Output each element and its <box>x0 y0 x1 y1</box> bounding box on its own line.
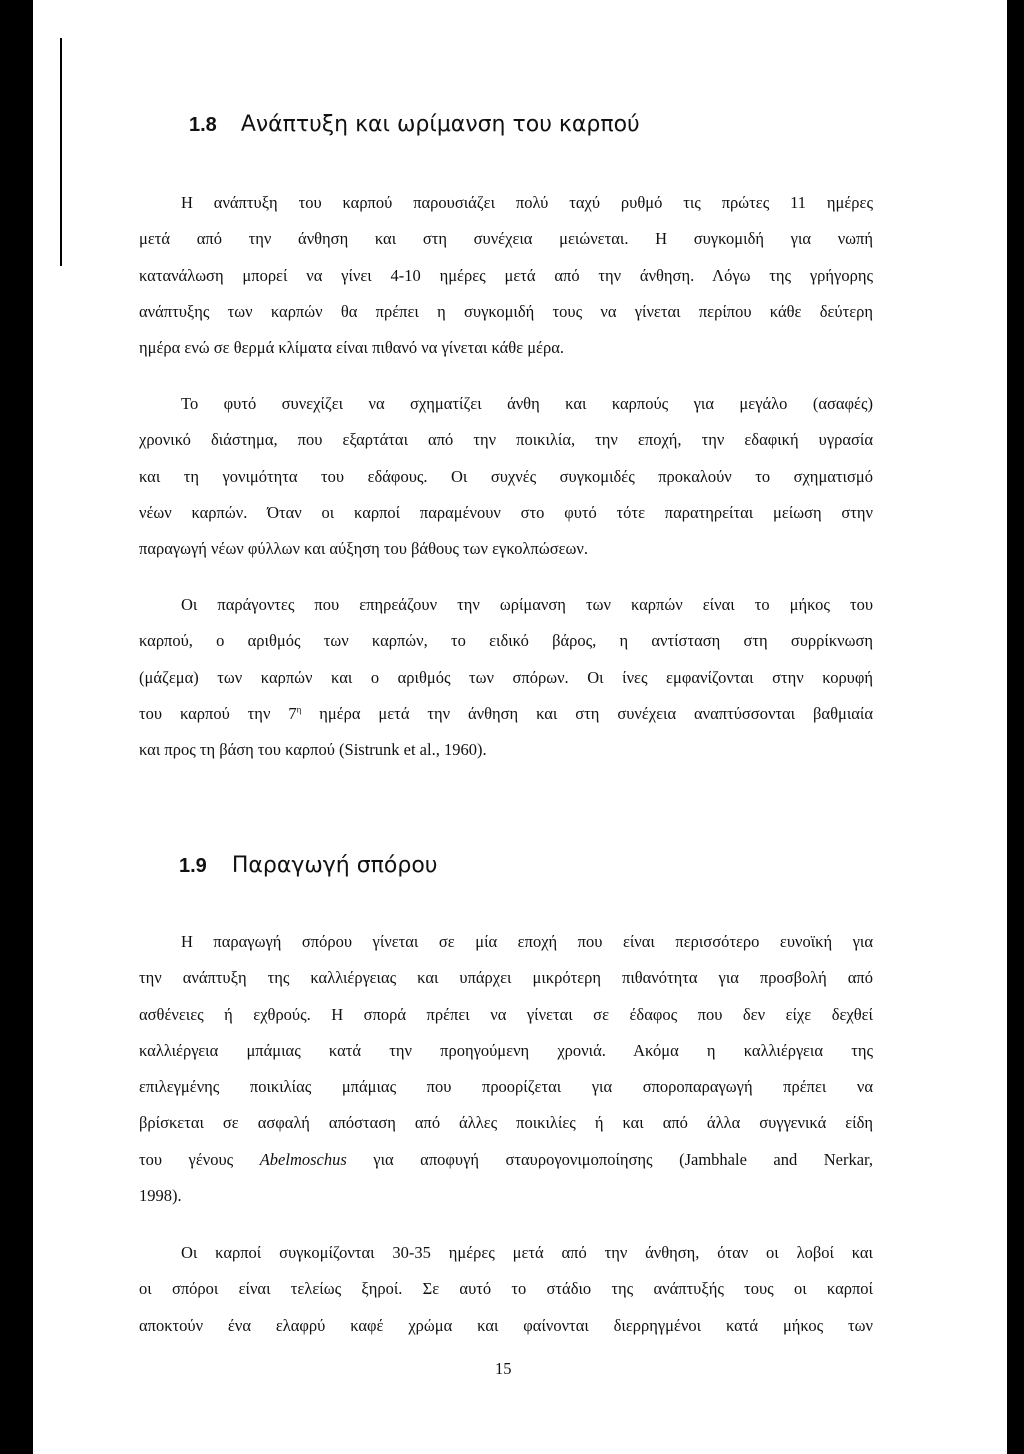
paragraph-seed-harvest <box>139 1235 873 1344</box>
text-segment: για αποφυγή σταυρογονιμοποίησης (Jambhale and Nerkar, <box>346 1149 873 1169</box>
text-line: ανάπτυξης των καρπών θα πρέπει η συγκομιδή τους να γίνεται περίπου κάθε δεύτερη <box>139 301 873 321</box>
paragraph-fruit-development <box>139 185 873 366</box>
text-line: Η ανάπτυξη του καρπού παρουσιάζει πολύ ταχύ ρυθμό τις πρώτες 11 ημέρες <box>181 193 873 212</box>
margin-rule <box>60 38 62 266</box>
text-line: επιλεγμένης ποικιλίας μπάμιας που προορίζεται για σποροπαραγωγή πρέπει να <box>139 1077 873 1097</box>
text-line: Το φυτό συνεχίζει να σχηματίζει άνθη και καρπούς για μεγάλο (ασαφές) <box>181 394 873 413</box>
text-line: Η παραγωγή σπόρου γίνεται σε μία εποχή που είναι περισσότερο ευνοϊκή για <box>181 932 873 951</box>
text-line: ημέρα ενώ σε θερμά κλίματα είναι πιθανό να γίνεται κάθε μέρα. <box>139 338 564 358</box>
text-line: αποκτούν ένα ελαφρύ καφέ χρώμα και φαίνονται διερρηγμένοι κατά μήκος των <box>139 1315 873 1335</box>
text-line: μετά από την άνθηση και στη συνέχεια μειώνεται. Η συγκομιδή για νωπή <box>139 229 873 249</box>
text-line: Οι καρποί συγκομίζονται 30-35 ημέρες μετά από την άνθηση, όταν οι λοβοί και <box>181 1243 873 1262</box>
text-line <box>139 696 873 732</box>
text-line: ασθένειες ή εχθρούς. Η σπορά πρέπει να γίνεται σε έδαφος που δεν είχε δεχθεί <box>139 1004 873 1024</box>
text-line: καρπού, ο αριθμός των καρπών, το ειδικό βάρος, η αντίσταση στη συρρίκνωση <box>139 631 873 651</box>
text-segment: του γένους <box>139 1149 260 1169</box>
text-line: (μάζεμα) των καρπών και ο αριθμός των σπόρων. Οι ίνες εμφανίζονται στην κορυφή <box>139 667 873 687</box>
text-segment: του καρπού την 7 <box>139 703 297 723</box>
section-number: 1.9 <box>179 855 207 877</box>
paragraph-ripening-factors <box>139 587 873 768</box>
section-title: Ανάπτυξη και ωρίμανση του καρπού <box>240 112 640 137</box>
text-line: βρίσκεται σε ασφαλή απόσταση από άλλες ποικιλίες ή και από άλλα συγγενικά είδη <box>139 1113 873 1133</box>
text-line: και προς τη βάση του καρπού (Sistrunk et al., 1960). <box>139 740 487 760</box>
section-heading-1-9 <box>179 853 438 878</box>
text-line: νέων καρπών. Όταν οι καρποί παραμένουν στο φυτό τότε παρατηρείται μείωση στην <box>139 502 873 522</box>
text-line: Οι παράγοντες που επηρεάζουν την ωρίμανση των καρπών είναι το μήκος του <box>181 595 873 614</box>
section-title: Παραγωγή σπόρου <box>231 853 438 878</box>
paragraph-continued-flowering <box>139 386 873 567</box>
text-line: και τη γονιμότητα του εδάφους. Οι συχνές συγκομιδές προκαλούν το σχηματισμό <box>139 466 873 486</box>
text-line <box>139 1142 873 1178</box>
text-line: χρονικό διάστημα, που εξαρτάται από την ποικιλία, την εποχή, την εδαφική υγρασία <box>139 430 873 450</box>
text-line: 1998). <box>139 1186 182 1206</box>
text-line: κατανάλωση μπορεί να γίνει 4-10 ημέρες μετά από την άνθηση. Λόγω της γρήγορης <box>139 265 873 285</box>
text-line: καλλιέργεια μπάμιας κατά την προηγούμενη χρονιά. Ακόμα η καλλιέργεια της <box>139 1040 873 1060</box>
document-page <box>33 0 1007 1454</box>
section-heading-1-8 <box>189 112 640 137</box>
page-number: 15 <box>495 1359 512 1378</box>
text-segment: ημέρα μετά την άνθηση και στη συνέχεια αναπτύσσονται βαθμιαία <box>301 703 873 723</box>
genus-name: Abelmoschus <box>259 1149 347 1169</box>
section-number: 1.8 <box>189 114 217 136</box>
text-line: οι σπόροι είναι τελείως ξηροί. Σε αυτό το στάδιο της ανάπτυξής τους οι καρποί <box>139 1279 873 1299</box>
ordinal-superscript: η <box>296 704 302 715</box>
text-line: την ανάπτυξη της καλλιέργειας και υπάρχει μικρότερη πιθανότητα για προσβολή από <box>139 968 873 988</box>
paragraph-seed-production <box>139 924 873 1214</box>
text-line: παραγωγή νέων φύλλων και αύξηση του βάθους των εγκολπώσεων. <box>139 539 589 559</box>
